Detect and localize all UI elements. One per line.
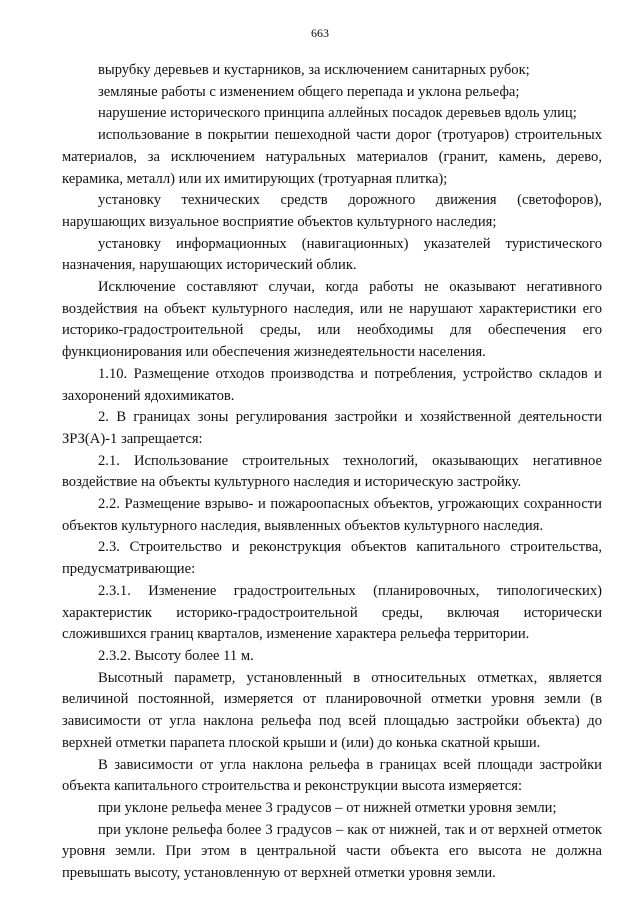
paragraph: при уклоне рельефа более 3 градусов – как от нижней, так и от верхней отметок уровня земли. При этом в центральной части объекта его высота не должна превышать высоту, установленную от верхней отметки уровня земли. — [62, 821, 602, 882]
paragraph: 2.3. Строительство и реконструкция объектов капитального строительства, предусматривающие: — [62, 539, 602, 578]
paragraph: установку информационных (навигационных) указателей туристического назначения, нарушающих исторический облик. — [62, 235, 602, 274]
paragraph: В зависимости от угла наклона рельефа в границах всей площади застройки объекта капитального строительства и реконструкции высота измеряется: — [62, 756, 602, 795]
page-number: 663 — [311, 26, 329, 40]
paragraph: 2. В границах зоны регулирования застройки и хозяйственной деятельности ЗРЗ(А)-1 запрещается: — [62, 409, 602, 447]
paragraph: нарушение исторического принципа аллейных посадок деревьев вдоль улиц; — [98, 105, 577, 122]
paragraph: вырубку деревьев и кустарников, за исключением санитарных рубок; — [98, 62, 530, 78]
paragraph: при уклоне рельефа менее 3 градусов – от нижней отметки уровня земли; — [98, 799, 557, 816]
paragraph: 2.3.2. Высоту более 11 м. — [98, 647, 254, 664]
paragraph: Высотный параметр, установленный в относительных отметках, является величиной постоянной, измеряется от планировочной отметки уровня земли (в зависимости от угла наклона рельефа под всей площадью застройки объекта) до верхней отметки парапета плоской крыши и (или) до конька скатной крыши. — [62, 669, 602, 751]
paragraph: 2.3.1. Изменение градостроительных (планировочных, типологических) характеристик историко-градостроительной среды, включая исторически сложившихся границ кварталов, изменение характера рельефа территории. — [62, 582, 602, 643]
paragraph: использование в покрытии пешеходной части дорог (тротуаров) строительных материалов, за исключением натуральных материалов (гранит, камень, дерево, керамика, металл) или их имитирующих (тротуарная плитка); — [62, 127, 602, 187]
paragraph: установку технических средств дорожного движения (светофоров), нарушающих визуальное восприятие объектов культурного наследия; — [62, 192, 602, 230]
paragraph: Исключение составляют случаи, когда работы не оказывают негативного воздействия на объект культурного наследия, или не нарушают характеристики его историко-градостроительной среды, или необходимы для обеспечения его функционирования или обеспечения жизнедеятельности населения. — [62, 279, 602, 361]
document-body — [62, 60, 602, 885]
paragraph: земляные работы с изменением общего перепада и уклона рельефа; — [98, 83, 520, 100]
paragraph: 2.2. Размещение взрыво- и пожароопасных объектов, угрожающих сохранности объектов культурного наследия, выявленных объектов культурного наследия. — [62, 496, 602, 534]
paragraph: 2.1. Использование строительных технологий, оказывающих негативное воздействие на объекты культурного наследия и историческую застройку. — [62, 452, 602, 491]
paragraph: 1.10. Размещение отходов производства и потребления, устройство складов и захоронений ядохимикатов. — [62, 365, 602, 404]
